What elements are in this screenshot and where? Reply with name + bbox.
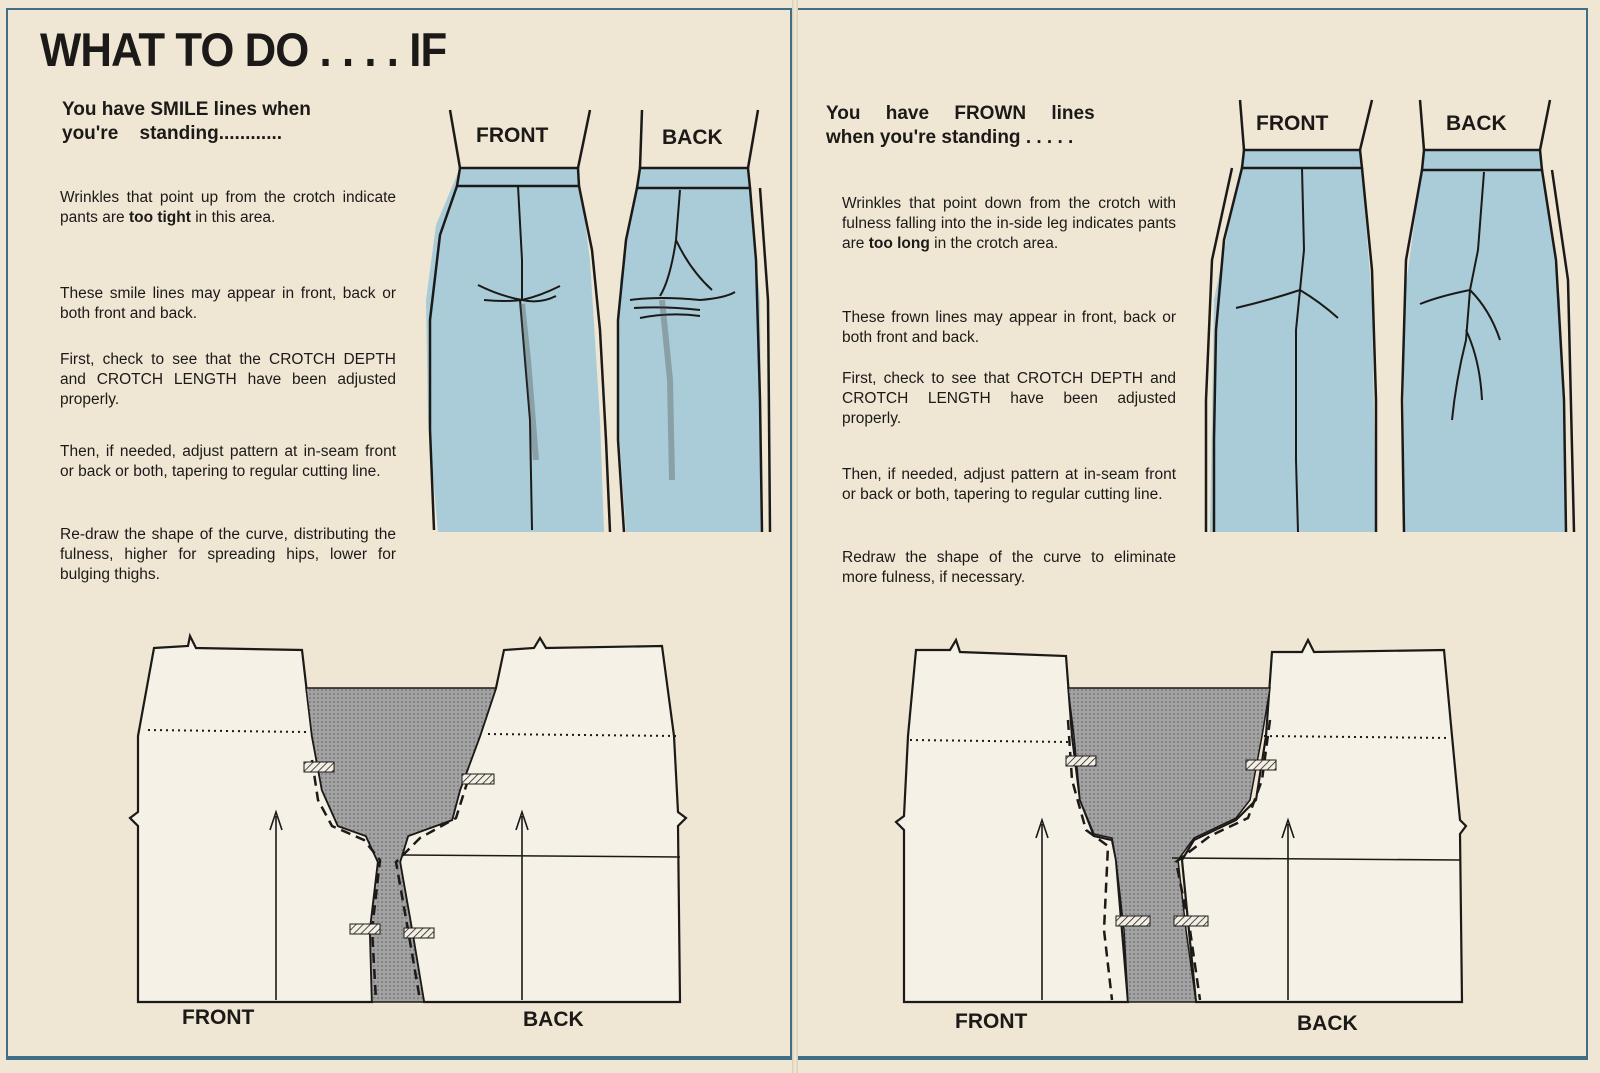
- smile-too-tight: too tight: [128, 209, 191, 226]
- frown-para-5: Redraw the shape of the curve to eliminate more fulness, if necessary.: [842, 549, 1176, 586]
- smile-para-5: Re-draw the shape of the curve, distributing the fulness, higher for spreading hips, lower for bulging thighs.: [60, 526, 396, 583]
- smile-front-illustration: [418, 108, 610, 538]
- frown-para-1-text: Wrinkles that point down from the crotch with fulness falling into the in-side leg indicates pants are: [842, 195, 1176, 252]
- frown-back-illustration: [1394, 100, 1584, 538]
- smile-pattern-front-label: FRONT: [182, 1006, 255, 1029]
- smile-back-illustration: [612, 108, 788, 538]
- frown-illustration-front-label: FRONT: [1256, 112, 1329, 135]
- smile-para-2: These smile lines may appear in front, back or both front and back.: [60, 285, 396, 322]
- smile-illustration-back-label: BACK: [662, 126, 723, 149]
- frown-pattern-front-label: FRONT: [955, 1010, 1028, 1033]
- smile-para-1-end: in this area.: [190, 209, 276, 226]
- smile-para-1-text: Wrinkles that point up from the crotch indicate pants are: [60, 189, 396, 226]
- frown-pattern-diagram: [896, 640, 1466, 1002]
- frown-para-1-end: in the crotch area.: [929, 235, 1059, 252]
- smile-heading-line1: You have SMILE lines when: [62, 99, 311, 120]
- smile-heading: [62, 98, 398, 146]
- frown-pattern-back-label: BACK: [1297, 1012, 1358, 1035]
- frown-para-4: Then, if needed, adjust pattern at in-seam front or back or both, tapering to regular cutting line.: [842, 466, 1176, 503]
- frown-heading-line1: You have FROWN lines: [826, 103, 1095, 124]
- smile-heading-line2: you're standing............: [62, 123, 283, 144]
- frown-heading: [826, 102, 1160, 150]
- frown-para-2: These frown lines may appear in front, back or both front and back.: [842, 309, 1176, 346]
- frown-front-illustration: [1200, 100, 1384, 538]
- smile-para-1: [60, 188, 396, 228]
- frown-para-1: [842, 194, 1176, 254]
- frown-illustration-back-label: BACK: [1446, 112, 1507, 135]
- smile-para-3: First, check to see that the CROTCH DEPTH and CROTCH LENGTH have been adjusted properly.: [60, 351, 396, 408]
- smile-para-4: Then, if needed, adjust pattern at in-seam front or back or both, tapering to regular cutting line.: [60, 443, 396, 480]
- frown-para-3: First, check to see that CROTCH DEPTH and CROTCH LENGTH have been adjusted properly.: [842, 370, 1176, 427]
- frown-too-long: too long: [868, 235, 930, 252]
- page-title: WHAT TO DO . . . . IF: [40, 23, 447, 76]
- smile-illustration-front-label: FRONT: [476, 124, 549, 147]
- smile-pattern-diagram: [130, 636, 686, 1002]
- frown-heading-line2: when you're standing . . . . .: [826, 127, 1074, 148]
- smile-pattern-back-label: BACK: [523, 1008, 584, 1031]
